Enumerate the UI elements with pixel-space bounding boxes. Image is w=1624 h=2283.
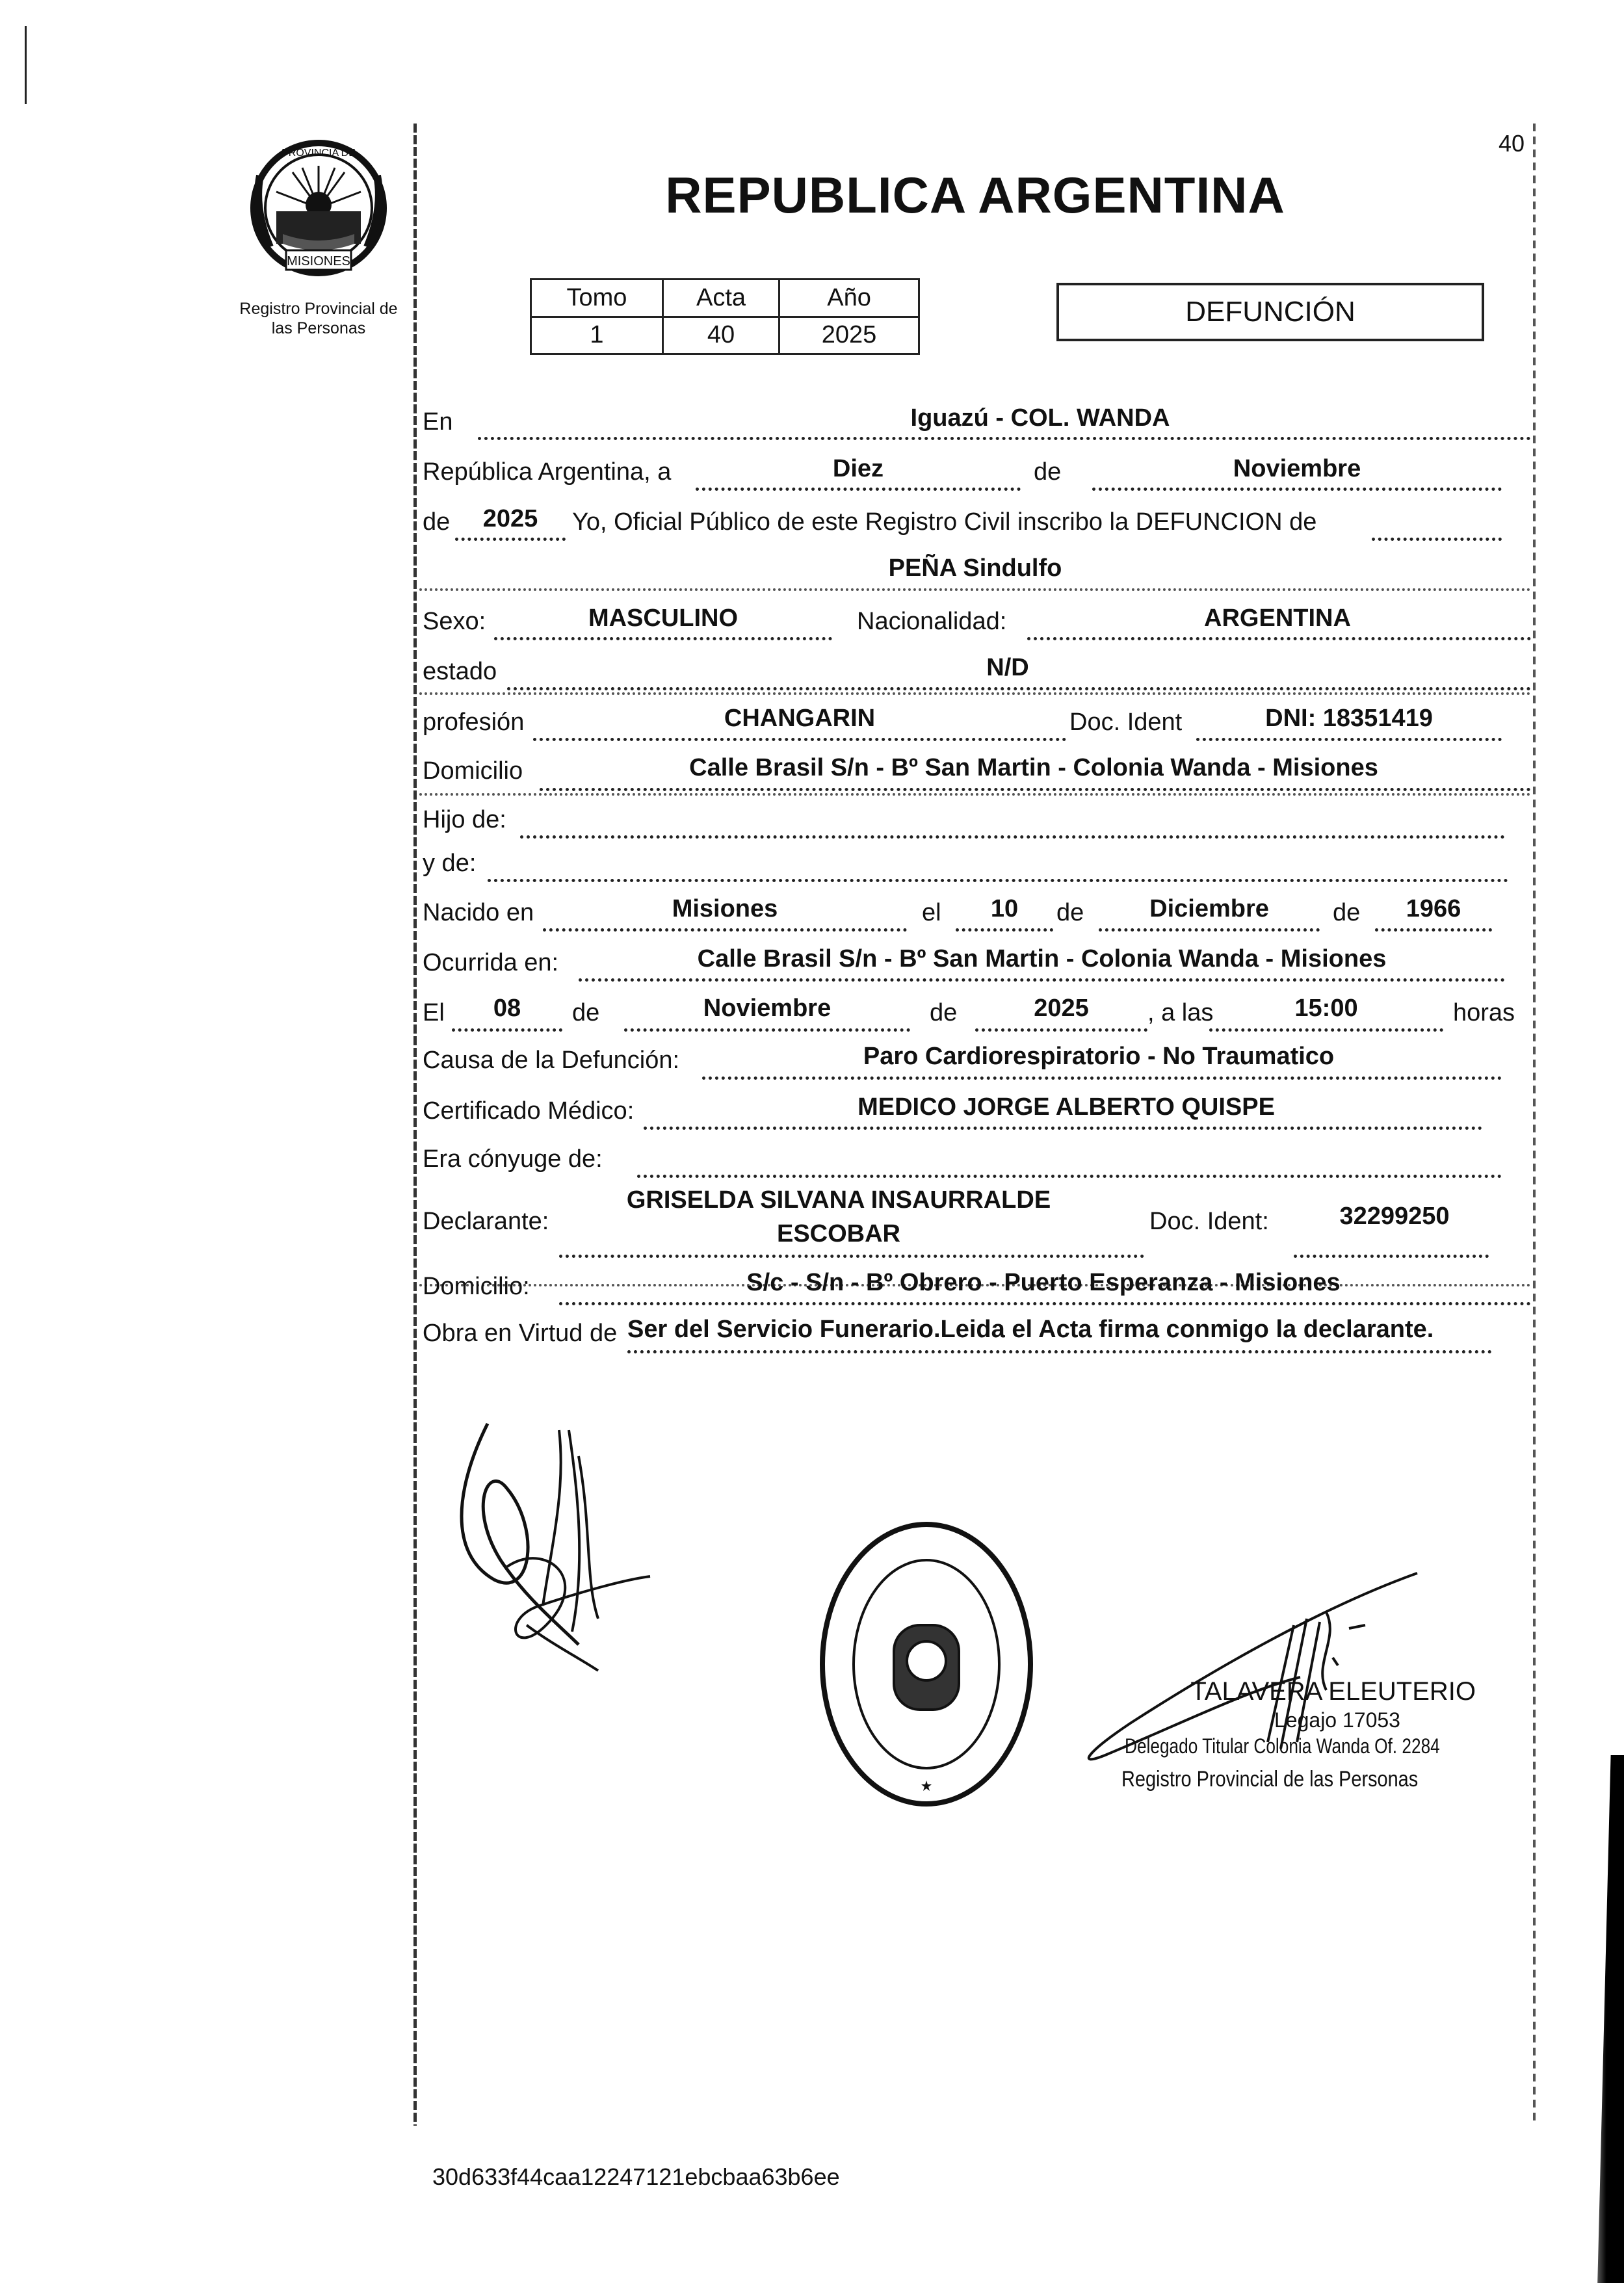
value-acta: 40 [662, 317, 779, 354]
dotted-line [1027, 637, 1531, 640]
dotted-line [1092, 488, 1502, 491]
reference-table-value-row [531, 317, 919, 354]
value-anio: 2025 [779, 317, 919, 354]
label-republica-a: República Argentina, a [423, 458, 672, 486]
label-de-nac1: de [1056, 899, 1084, 926]
value-ocurrida-en: Calle Brasil S/n - Bº San Martin - Colonia Wanda - Misiones [697, 945, 1387, 972]
label-de-ev2: de [930, 999, 958, 1026]
value-domicilio-declarante: S/c - S/n - Bº Obrero - Puerto Esperanza - Misiones [746, 1269, 1341, 1296]
label-obra-virtud: Obra en Virtud de [423, 1320, 618, 1347]
dotted-line [1294, 1255, 1489, 1258]
value-nac-anio: 1966 [1406, 895, 1461, 922]
label-horas: horas [1453, 999, 1515, 1026]
label-de: de [1034, 458, 1062, 486]
binding-line-left [413, 124, 417, 2126]
dotted-line [624, 1028, 910, 1032]
value-certificado: MEDICO JORGE ALBERTO QUISPE [858, 1093, 1275, 1121]
label-a-las: , a las [1147, 999, 1214, 1026]
value-nac-dia: 10 [990, 895, 1019, 922]
label-en: En [423, 408, 453, 436]
label-nacido-en: Nacido en [423, 899, 534, 926]
value-domicilio: Calle Brasil S/n - Bº San Martin - Colonia Wanda - Misiones [689, 754, 1378, 781]
dotted-line [455, 538, 566, 541]
label-doc-ident2: Doc. Ident: [1149, 1208, 1269, 1235]
dotted-line [1196, 738, 1502, 741]
dotted-line [627, 1350, 1492, 1353]
value-profesion: CHANGARIN [724, 705, 876, 732]
official-seal [816, 1515, 1037, 1814]
dotted-line [1099, 928, 1320, 932]
misiones-logo [241, 137, 397, 280]
dotted-line [540, 788, 1531, 791]
dotted-line [533, 738, 1066, 741]
act-type-label: DEFUNCIÓN [1185, 296, 1356, 328]
label-causa: Causa de la Defunción: [423, 1047, 680, 1074]
label-certificado: Certificado Médico: [423, 1097, 635, 1125]
label-sexo: Sexo: [423, 608, 486, 635]
value-dia: Diez [832, 455, 884, 482]
svg-text:MISIONES: MISIONES [287, 254, 350, 268]
value-tomo: 1 [531, 317, 663, 354]
dotted-line [543, 928, 907, 932]
value-declarante-doc: 32299250 [1339, 1203, 1450, 1230]
value-causa: Paro Cardiorespiratorio - No Traumatico [863, 1043, 1335, 1070]
dotted-line [696, 488, 1021, 491]
dotted-line [520, 835, 1505, 839]
margin-mark [25, 26, 27, 104]
registry-caption [202, 299, 436, 338]
dotted-line [507, 687, 1531, 690]
label-de2: de [423, 508, 451, 536]
dotted-line [559, 1302, 1531, 1305]
registry-caption-line2: las Personas [271, 319, 366, 337]
svg-text:PROVINCIA DE: PROVINCIA DE [282, 148, 356, 159]
dotted-line [579, 978, 1505, 982]
value-ev-anio: 2025 [1034, 995, 1089, 1022]
label-de-ev1: de [572, 999, 600, 1026]
dotted-line [644, 1127, 1482, 1130]
value-estado: N/D [986, 654, 1029, 681]
row-separator [419, 692, 1531, 695]
row-separator [419, 793, 1531, 796]
row-separator [419, 588, 1531, 591]
dotted-line [559, 1255, 1144, 1258]
dotted-line [1372, 538, 1502, 541]
value-lugar: Iguazú - COL. WANDA [910, 404, 1170, 432]
label-profesion: profesión [423, 709, 525, 736]
value-declarante-line1: GRISELDA SILVANA INSAURRALDE [626, 1186, 1051, 1214]
footer-hash: 30d633f44caa12247121ebcbaa63b6ee [432, 2163, 840, 2190]
header-acta: Acta [662, 280, 779, 317]
dotted-line [478, 437, 1531, 440]
header-tomo: Tomo [531, 280, 663, 317]
scan-edge-bar [1580, 1755, 1624, 2283]
official-registro: Registro Provincial de las Personas [1121, 1767, 1419, 1792]
value-sexo: MASCULINO [588, 605, 739, 632]
dotted-line [452, 1028, 562, 1032]
value-ev-mes: Noviembre [703, 995, 832, 1022]
label-y-de: y de: [423, 850, 477, 877]
dotted-line [956, 928, 1053, 932]
label-yo-oficial: Yo, Oficial Público de este Registro Civil inscribo la DEFUNCION de [572, 508, 1317, 536]
value-nombre: PEÑA Sindulfo [888, 554, 1062, 582]
page-number: 40 [1499, 130, 1525, 157]
value-mes: Noviembre [1233, 455, 1361, 482]
label-ocurrida-en: Ocurrida en: [423, 949, 559, 976]
act-type-box [1056, 283, 1484, 341]
dotted-line [975, 1028, 1147, 1032]
registry-caption-line1: Registro Provincial de [239, 300, 398, 318]
value-nacido-en: Misiones [672, 895, 778, 922]
value-hora: 15:00 [1294, 995, 1358, 1022]
label-nacionalidad: Nacionalidad: [857, 608, 1007, 635]
label-domicilio: Domicilio [423, 757, 523, 785]
dotted-line [637, 1175, 1502, 1178]
official-name: TALAVERA ELEUTERIO [1190, 1677, 1476, 1706]
label-conyuge: Era cónyuge de: [423, 1145, 603, 1173]
label-el: el [922, 899, 941, 926]
label-de-nac2: de [1333, 899, 1361, 926]
value-ev-dia: 08 [493, 995, 521, 1022]
value-nac-mes: Diciembre [1149, 895, 1269, 922]
label-domicilio2: Domicilio: [423, 1273, 530, 1300]
label-el2: El [423, 999, 445, 1026]
document-title: REPUBLICA ARGENTINA [665, 166, 1285, 224]
value-obra-virtud: Ser del Servicio Funerario.Leida el Acta firma conmigo la declarante. [627, 1316, 1434, 1343]
dotted-line [702, 1076, 1502, 1080]
dotted-line [488, 879, 1508, 882]
dotted-line [494, 637, 832, 640]
dotted-line [1375, 928, 1492, 932]
reference-table [530, 278, 920, 355]
value-dni: DNI: 18351419 [1265, 705, 1433, 732]
binding-line-right [1533, 124, 1536, 2126]
header-anio: Año [779, 280, 919, 317]
dotted-line [1209, 1028, 1443, 1032]
official-legajo: Legajo 17053 [1274, 1708, 1400, 1732]
reference-table-header-row [531, 280, 919, 317]
declarant-signature [429, 1411, 663, 1684]
value-declarante-line2: ESCOBAR [776, 1220, 901, 1247]
value-anio: 2025 [482, 505, 538, 532]
label-doc-ident: Doc. Ident [1069, 709, 1183, 736]
label-hijo-de: Hijo de: [423, 806, 506, 833]
label-declarante: Declarante: [423, 1208, 549, 1235]
value-nacionalidad: ARGENTINA [1204, 605, 1351, 632]
label-estado: estado [423, 658, 497, 685]
official-cargo: Delegado Titular Colonia Wanda Of. 2284 [1125, 1734, 1440, 1758]
